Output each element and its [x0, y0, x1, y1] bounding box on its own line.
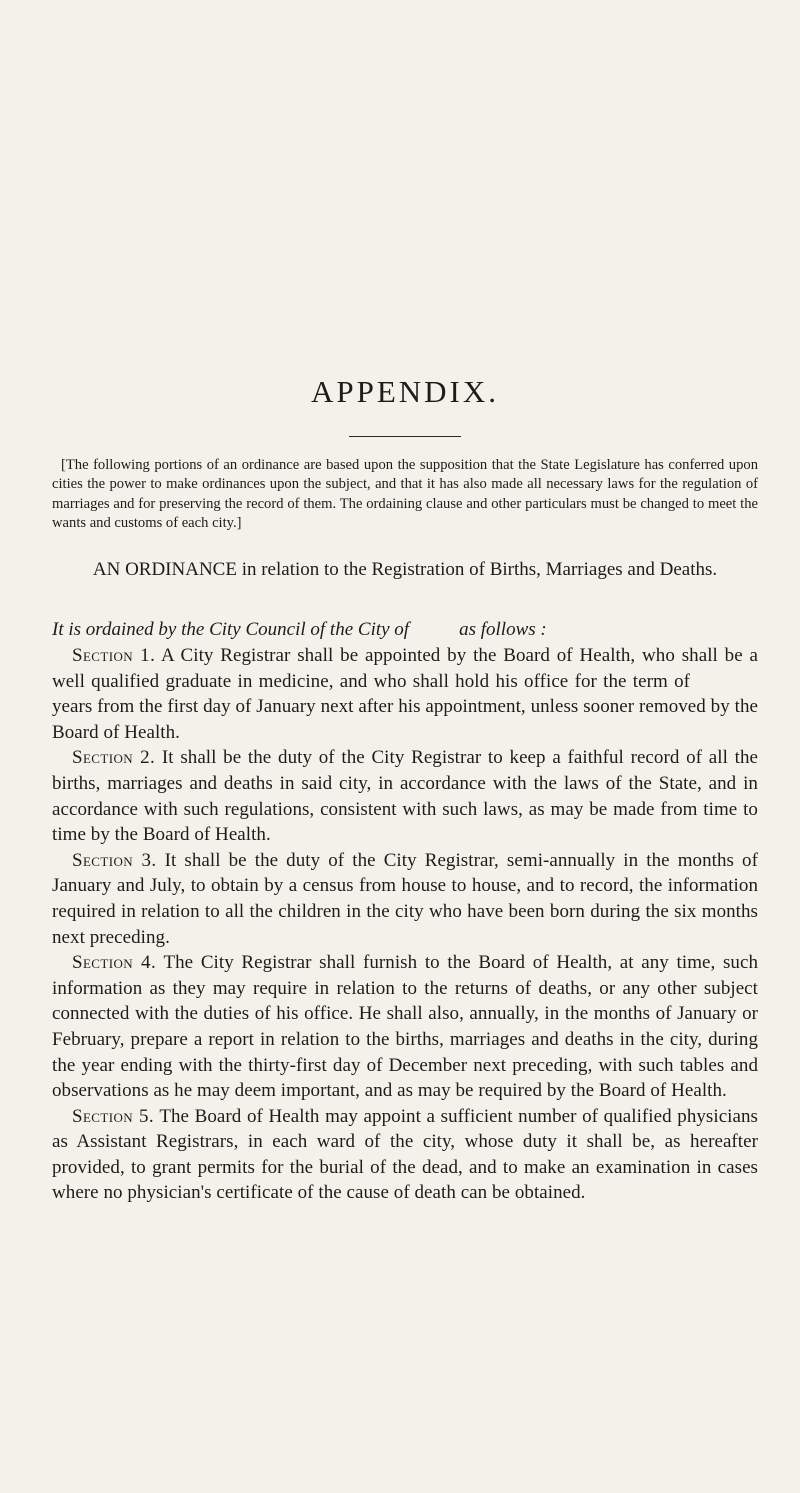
section-label: Section 4.: [72, 952, 157, 974]
section-text-continued: years from the first day of January next after his appointment, unless sooner removed by the Board of Health.: [52, 696, 758, 743]
section-label: Section 5.: [72, 1105, 155, 1127]
ordinance-sections: [52, 643, 758, 1206]
section-1: [52, 643, 758, 745]
section-5: [52, 1104, 758, 1206]
section-label: Section 1.: [72, 645, 156, 666]
ordaining-clause-end: as follows :: [459, 619, 547, 640]
section-text: It shall be the duty of the City Registrar to keep a faithful record of all the births, marriages and deaths in said city, in accordance with the laws of the State, and in accordance with such regulations, consistent with such laws, as may be made from time to time by the Board of Health.: [52, 747, 758, 846]
section-text: The City Registrar shall furnish to the Board of Health, at any time, such information as they may require in relation to the returns of deaths, or any other subject connected with the duties of his office. He shall also, annually, in the months of January or February, prepare a report in relation to the births, marriages and deaths in the city, during the year ending with the thirty-first day of December next preceding, with such tables and observations as he may deem important, and as may be required by the Board of Health.: [52, 952, 759, 1102]
section-2: [52, 745, 758, 847]
editorial-note: [The following portions of an ordinance are based upon the supposition that the State Legislature has conferred upon cities the power to make ordinances upon the subject, and that it has also made all necessary laws for the regulation of marriages and for preserving the record of them. The ordaining clause and other particulars must be changed to meet the wants and customs of each city.]: [52, 457, 758, 532]
ordinance-title: AN ORDINANCE in relation to the Registration of Births, Marriages and Deaths.: [92, 559, 718, 580]
section-text: A City Registrar shall be appointed by the Board of Health, who shall be a well qualified graduate in medicine, and who shall hold his office for the term of: [52, 645, 758, 692]
ordaining-clause-start: It is ordained by the City Council of the City of: [52, 619, 410, 640]
section-label: Section 2.: [72, 747, 156, 769]
section-4: [52, 950, 758, 1104]
ordaining-clause: [52, 617, 758, 643]
appendix-heading: APPENDIX.: [310, 374, 500, 409]
heading-rule: [349, 436, 461, 437]
section-text: The Board of Health may appoint a sufficient number of qualified physicians as Assistant Registrars, in each ward of the city, whose duty it shall be, as hereafter provided, to grant permits for the burial of the dead, and to make an examination in cases where no physician's certificate of the cause of death can be obtained.: [52, 1105, 758, 1204]
section-label: Section 3.: [72, 849, 157, 871]
section-3: [52, 848, 758, 950]
section-text: It shall be the duty of the City Registrar, semi-annually in the months of January and July, to obtain by a census from house to house, and to record, the information required in relation to all the children in the city who have been born during the six months next preceding.: [52, 849, 758, 948]
